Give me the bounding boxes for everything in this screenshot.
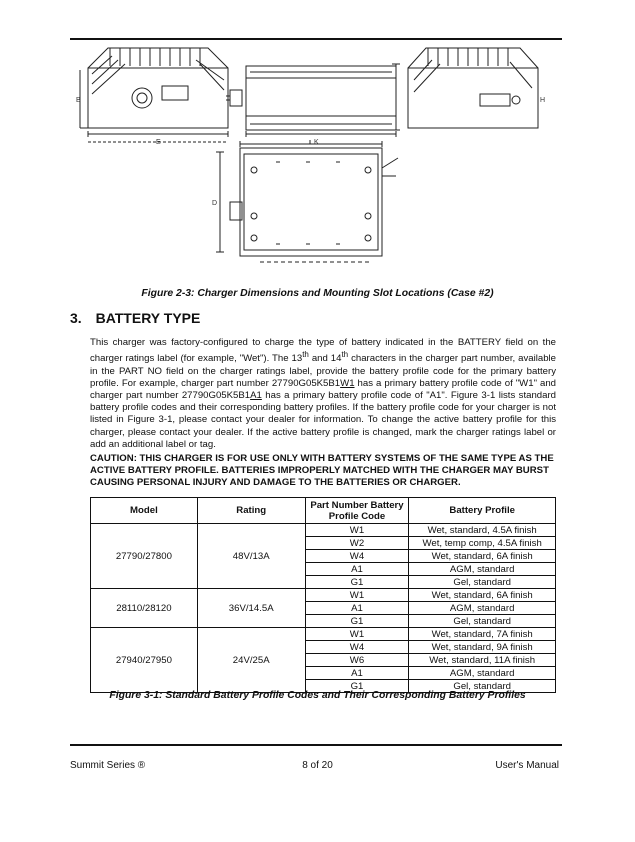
code-cell: W1 bbox=[305, 524, 409, 537]
code-cell: W6 bbox=[305, 654, 409, 667]
section-title: BATTERY TYPE bbox=[95, 310, 201, 326]
profile-cell: Wet, standard, 4.5A finish bbox=[409, 524, 556, 537]
mounting-plan-view bbox=[216, 141, 398, 262]
charger-dimension-drawing bbox=[70, 40, 562, 280]
code-cell: G1 bbox=[305, 576, 409, 589]
code-cell: W1 bbox=[305, 589, 409, 602]
caution-notice: CAUTION: THIS CHARGER IS FOR USE ONLY WITH BATTERY SYSTEMS OF THE SAME TYPE AS THE ACTIVE BATTERY PROFILE. BATTERIES IMPROPERLY MATCHED WITH THE CHARGER MAY BURST CAUSING PERSONAL INJURY AND DAMAGE TO THE BATTERIES OR CHARGER. bbox=[90, 453, 554, 489]
footer-left: Summit Series ® bbox=[70, 760, 146, 771]
profile-cell: Wet, temp comp, 4.5A finish bbox=[409, 537, 556, 550]
svg-text:E: E bbox=[156, 139, 161, 146]
figure-3-1-caption: Figure 3-1: Standard Battery Profile Codes and Their Corresponding Battery Profiles bbox=[109, 690, 526, 701]
header-model: Model bbox=[91, 498, 198, 524]
profile-cell: Wet, standard, 6A finish bbox=[409, 589, 556, 602]
table-header-row bbox=[91, 498, 556, 524]
header-rating: Rating bbox=[197, 498, 305, 524]
figure-2-3-caption: Figure 2-3: Charger Dimensions and Mounting Slot Locations (Case #2) bbox=[141, 288, 494, 299]
section-heading bbox=[70, 310, 200, 326]
svg-text:H: H bbox=[540, 97, 546, 104]
profile-cell: AGM, standard bbox=[409, 602, 556, 615]
footer-right: User's Manual bbox=[495, 760, 559, 771]
header-profile-code: Part Number Battery Profile Code bbox=[305, 498, 409, 524]
left-end-view bbox=[80, 48, 228, 142]
svg-text:K: K bbox=[314, 139, 319, 146]
code-cell: W4 bbox=[305, 641, 409, 654]
code-cell: A1 bbox=[305, 563, 409, 576]
model-cell: 27790/27800 bbox=[91, 524, 198, 589]
model-cell: 28110/28120 bbox=[91, 589, 198, 628]
model-cell: 27940/27950 bbox=[91, 628, 198, 693]
center-side-view bbox=[246, 66, 396, 144]
code-cell: W4 bbox=[305, 550, 409, 563]
profile-cell: Gel, standard bbox=[409, 680, 556, 693]
svg-text:D: D bbox=[212, 200, 218, 207]
code-cell: A1 bbox=[305, 602, 409, 615]
table-row bbox=[91, 524, 556, 537]
profile-cell: Wet, standard, 9A finish bbox=[409, 641, 556, 654]
table-row bbox=[91, 589, 556, 602]
profile-cell: Wet, standard, 11A finish bbox=[409, 654, 556, 667]
code-cell: G1 bbox=[305, 680, 409, 693]
table-row bbox=[91, 628, 556, 641]
battery-type-paragraph: This charger was factory-configured to charge the type of battery indicated in the BATTERY field on the charger ratings label (for example, "Wet"). The 13th and 14th characters in the charger part number, available in the PART NO field on the charger ratings label, provide the battery profile code for the primary battery profile. For example, charger part number 27790G05K5B1W1 has a primary battery profile code of "W1" and charger part number 27790G05K5B1A1 has a primary battery profile code of "A1". Figure 3-1 lists standard battery profile codes and their corresponding battery profiles. If the battery profile code for your charger is not listed in Figure 3-1, please contact your dealer for information. To change the active battery profile for this charger, please contact your dealer. If the active battery profile is changed, mark the charger ratings label or add an additional label or tag. bbox=[90, 337, 557, 450]
profile-cell: Gel, standard bbox=[409, 615, 556, 628]
svg-text:B: B bbox=[76, 97, 81, 104]
right-end-view bbox=[392, 48, 538, 130]
code-cell: W2 bbox=[305, 537, 409, 550]
profile-cell: Gel, standard bbox=[409, 576, 556, 589]
header-battery-profile: Battery Profile bbox=[409, 498, 556, 524]
code-cell: A1 bbox=[305, 667, 409, 680]
footer-page-number: 8 of 20 bbox=[302, 760, 333, 771]
rating-cell: 48V/13A bbox=[197, 524, 305, 589]
rating-cell: 24V/25A bbox=[197, 628, 305, 693]
profile-cell: AGM, standard bbox=[409, 563, 556, 576]
rating-cell: 36V/14.5A bbox=[197, 589, 305, 628]
code-cell: G1 bbox=[305, 615, 409, 628]
code-cell: W1 bbox=[305, 628, 409, 641]
section-number: 3. bbox=[70, 310, 82, 326]
profile-cell: Wet, standard, 7A finish bbox=[409, 628, 556, 641]
battery-profile-table bbox=[90, 497, 556, 693]
profile-cell: AGM, standard bbox=[409, 667, 556, 680]
profile-cell: Wet, standard, 6A finish bbox=[409, 550, 556, 563]
footer-rule bbox=[70, 744, 562, 746]
